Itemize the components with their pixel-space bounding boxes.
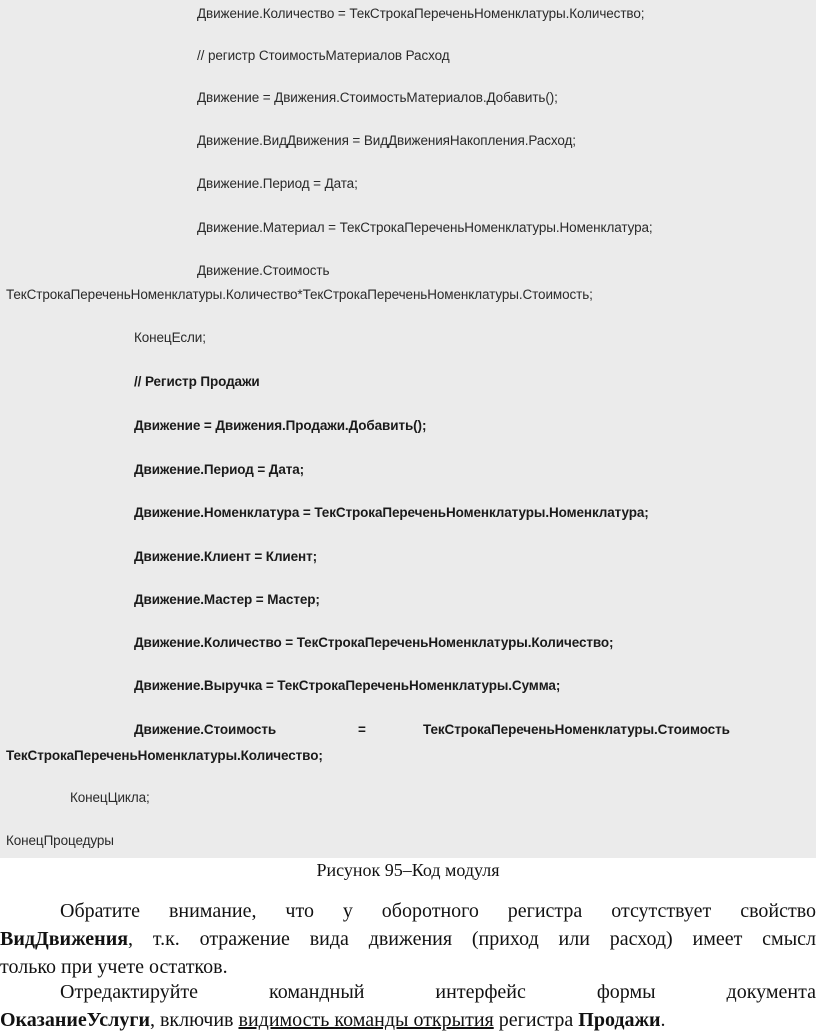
- code-line: Движение.Количество = ТекСтрокаПереченьНоменклатуры.Количество;: [197, 6, 645, 21]
- underlined-text: видимость команды открытия: [238, 1009, 494, 1031]
- code-line: КонецПроцедуры: [6, 833, 114, 848]
- code-line: Движение.Стоимость: [197, 263, 330, 278]
- paragraph-line: только при учете остатков.: [0, 956, 228, 978]
- paragraph-line: [0, 1009, 666, 1031]
- term-bold: ОказаниеУслуги: [0, 1009, 150, 1031]
- figure-caption: Рисунок 95–Код модуля: [316, 860, 500, 880]
- code-line: Движение.Стоимость: [134, 722, 277, 737]
- code-line: Движение.Количество = ТекСтрокаПереченьНоменклатуры.Количество;: [134, 635, 614, 650]
- paragraph-1: [0, 897, 816, 981]
- text-span: регистра: [493, 1009, 579, 1031]
- code-line: Движение = Движения.СтоимостьМатериалов.Добавить();: [197, 90, 558, 105]
- code-line: Движение = Движения.Продажи.Добавить();: [134, 418, 427, 433]
- text-span: , т.к. отражение вида движения (приход или расход) имеет смысл: [128, 928, 816, 950]
- term-bold: ВидДвижения: [0, 928, 129, 950]
- code-line: Движение.Период = Дата;: [197, 176, 358, 191]
- code-line: ТекСтрокаПереченьНоменклатуры.Количество*ТекСтрокаПереченьНоменклатуры.Стоимость;: [6, 287, 593, 302]
- code-line: ТекСтрокаПереченьНоменклатуры.Стоимость: [423, 722, 730, 737]
- code-line: Движение.Материал = ТекСтрокаПереченьНоменклатуры.Номенклатура;: [197, 220, 653, 235]
- paragraph-line: [0, 925, 816, 953]
- code-line: Движение.Клиент = Клиент;: [134, 549, 317, 564]
- code-line: КонецЦикла;: [70, 790, 150, 805]
- paragraph-2: [0, 978, 816, 1034]
- code-line: Движение.Номенклатура = ТекСтрокаПереченьНоменклатуры.Номенклатура;: [134, 505, 649, 520]
- code-operator: =: [358, 722, 366, 737]
- text-span: , включив: [149, 1009, 239, 1031]
- term-bold: Продажи: [578, 1009, 661, 1031]
- paragraph-line: Отредактируйте командный интерфейс формы документа: [60, 981, 816, 1003]
- code-line: ТекСтрокаПереченьНоменклатуры.Количество;: [6, 748, 323, 763]
- code-line: Движение.Выручка = ТекСтрокаПереченьНоменклатуры.Сумма;: [134, 678, 561, 693]
- paragraph-line: Обратите внимание, что у оборотного регистра отсутствует свойство: [60, 900, 816, 922]
- code-comment: // регистр СтоимостьМатериалов Расход: [197, 48, 450, 63]
- code-line: Движение.Период = Дата;: [134, 462, 305, 477]
- code-line: Движение.Мастер = Мастер;: [134, 592, 320, 607]
- code-line: КонецЕсли;: [134, 330, 206, 345]
- text-span: .: [660, 1009, 666, 1031]
- code-comment: // Регистр Продажи: [134, 374, 260, 389]
- code-line: Движение.ВидДвижения = ВидДвиженияНакопления.Расход;: [197, 133, 576, 148]
